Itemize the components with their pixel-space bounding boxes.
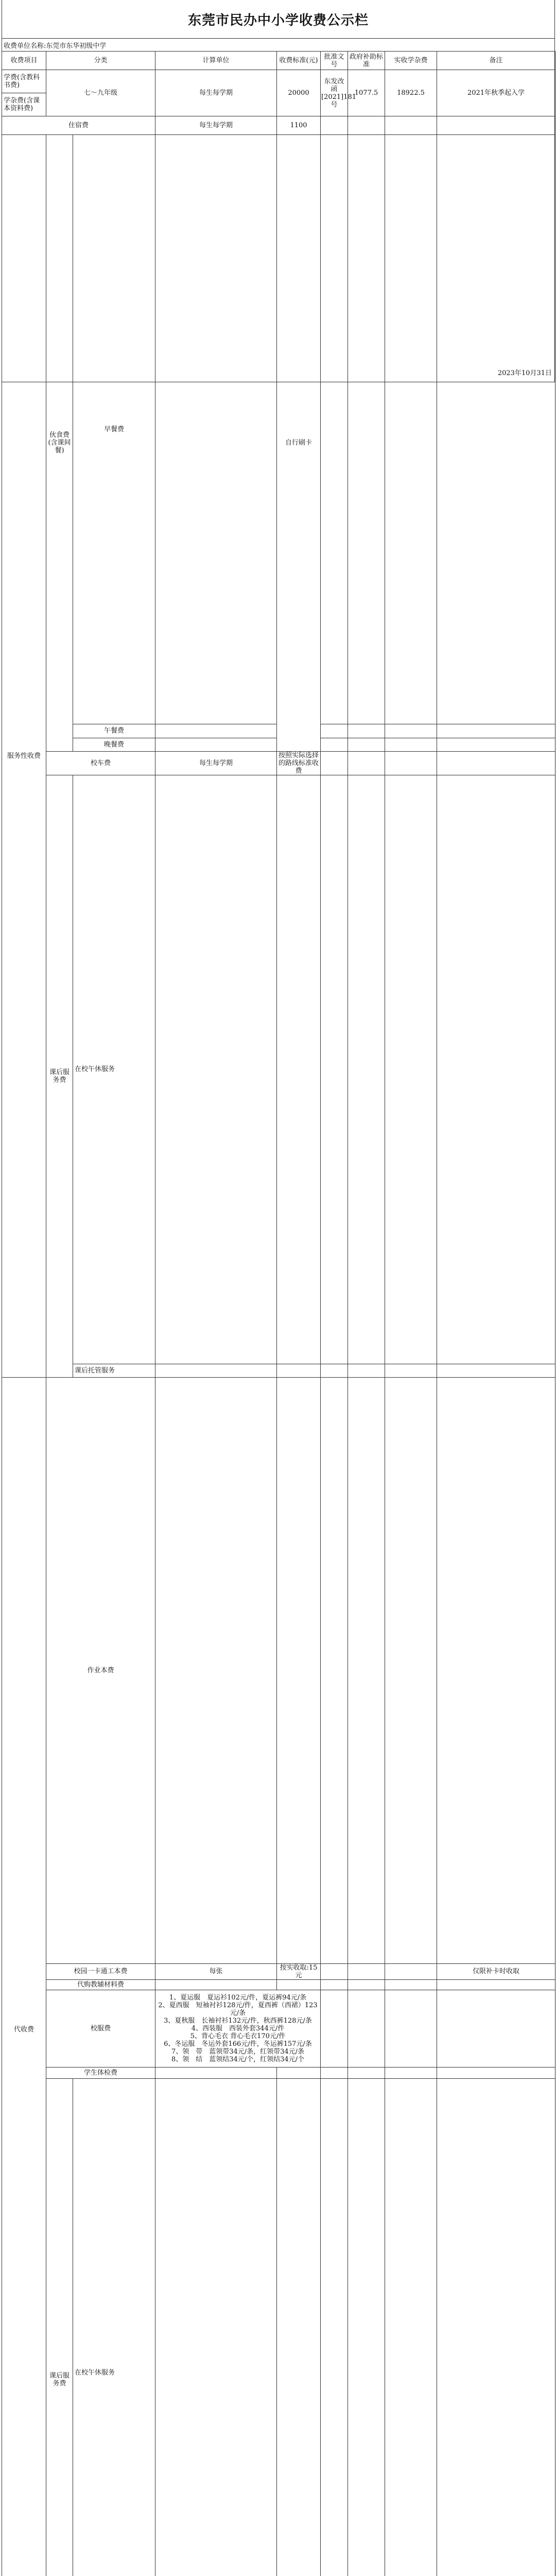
unit-row xyxy=(2,38,555,51)
tuition-misc-item: 学杂费(含课本资料费) xyxy=(2,93,46,116)
uniform-line: 8、领 结 蓝领结34元/个，红领结34元/个 xyxy=(156,2056,320,2063)
fee-table xyxy=(2,51,555,2576)
tuition-gov-subsidy: 1077.5 xyxy=(348,70,385,116)
notice-date: 2023年10月31日 xyxy=(498,367,552,377)
tuition-item: 学费(含教科书费) xyxy=(2,70,46,93)
header-item: 收费项目 xyxy=(2,52,46,70)
page-title: 东莞市民办中小学收费公示栏 xyxy=(2,0,555,38)
boarding-calc-unit: 每生每学期 xyxy=(155,116,277,135)
tuition-actual-fee: 18922.5 xyxy=(385,70,437,116)
campus-card-standard: 按实收取:15元 xyxy=(277,1963,321,1979)
boarding-item: 住宿费 xyxy=(2,116,155,135)
lunch-fee: 午餐费 xyxy=(73,724,155,738)
campus-card-unit: 每张 xyxy=(155,1963,277,1979)
campus-card-fee: 校园一卡通工本费 xyxy=(46,1963,155,1979)
uniform-line: 7、领 带 蓝领带34元/条，红领带34元/条 xyxy=(156,2048,320,2056)
header-calc-unit: 计算单位 xyxy=(155,52,277,70)
breakfast-fee: 早餐费 xyxy=(73,135,155,724)
school-bus-fee: 校车费 xyxy=(46,751,155,775)
homework-fee: 作业本费 xyxy=(46,1378,155,1964)
header-category: 分类 xyxy=(46,52,155,70)
uniform-line: 2、夏西服 短袖衬衫128元/件，夏西裤（西裙）123元/条 xyxy=(156,2002,320,2017)
noon-care-service: 在校午休服务 xyxy=(73,775,155,1364)
tuition-category: 七～九年级 xyxy=(46,70,155,116)
materials-fee: 代购教辅材料费 xyxy=(46,1979,155,1990)
uniform-fee: 校服费 xyxy=(46,1990,155,2067)
header-approval: 批准文号 xyxy=(321,52,348,70)
boarding-standard: 1100 xyxy=(277,116,321,135)
unit-label: 收费单位名称: xyxy=(4,40,46,50)
dinner-fee: 晚餐费 xyxy=(73,738,155,751)
header-standard: 收费标准(元) xyxy=(277,52,321,70)
collection-noon-care: 在校午休服务 xyxy=(73,2078,155,2576)
uniform-line: 1、夏运服 夏运衫102元/件，夏运裤94元/条 xyxy=(156,1994,320,2002)
after-care-service: 课后托管服务 xyxy=(73,1364,155,1378)
tuition-remark: 2021年秋季起入学 xyxy=(437,70,555,116)
uniform-line: 6、冬运服 冬运外套166元/件，冬运裤157元/条 xyxy=(156,2040,320,2048)
tuition-approval: 东发改函[2021]181号 xyxy=(321,70,348,116)
collection-fee-group: 代收费 xyxy=(2,1378,46,2576)
school-bus-unit: 每生每学期 xyxy=(155,751,277,775)
unit-value: 东莞市东华初级中学 xyxy=(46,40,106,50)
meal-standard: 自行刷卡 xyxy=(277,135,321,752)
uniform-line: 5、背心毛衣 背心毛衣170元/件 xyxy=(156,2032,320,2040)
uniform-line: 3、夏秋服 长袖衬衫132元/件，秋西裤128元/条 xyxy=(156,2017,320,2025)
header-gov-subsidy: 政府补助标准 xyxy=(348,52,385,70)
collection-afterschool-group: 课后服务费 xyxy=(46,2078,73,2576)
meal-fee-group: 伙食费(含课间餐) xyxy=(46,135,73,752)
tuition-standard: 20000 xyxy=(277,70,321,116)
health-check-fee: 学生体检费 xyxy=(46,2067,155,2078)
header-remark: 备注 xyxy=(437,52,555,70)
campus-card-remark: 仅限补卡时收取 xyxy=(437,1963,555,1979)
school-bus-standard: 按照实际选择的路线标准收费 xyxy=(277,751,321,775)
service-fee-group: 服务性收费 xyxy=(2,135,46,1378)
uniform-price-list xyxy=(155,1990,321,2067)
afterschool-fee-group: 课后服务费 xyxy=(46,775,73,1378)
uniform-line: 4、西装服 西装外套344元/件 xyxy=(156,2025,320,2032)
header-actual-fee: 实收学杂费 xyxy=(385,52,437,70)
tuition-calc-unit: 每生每学期 xyxy=(155,70,277,116)
